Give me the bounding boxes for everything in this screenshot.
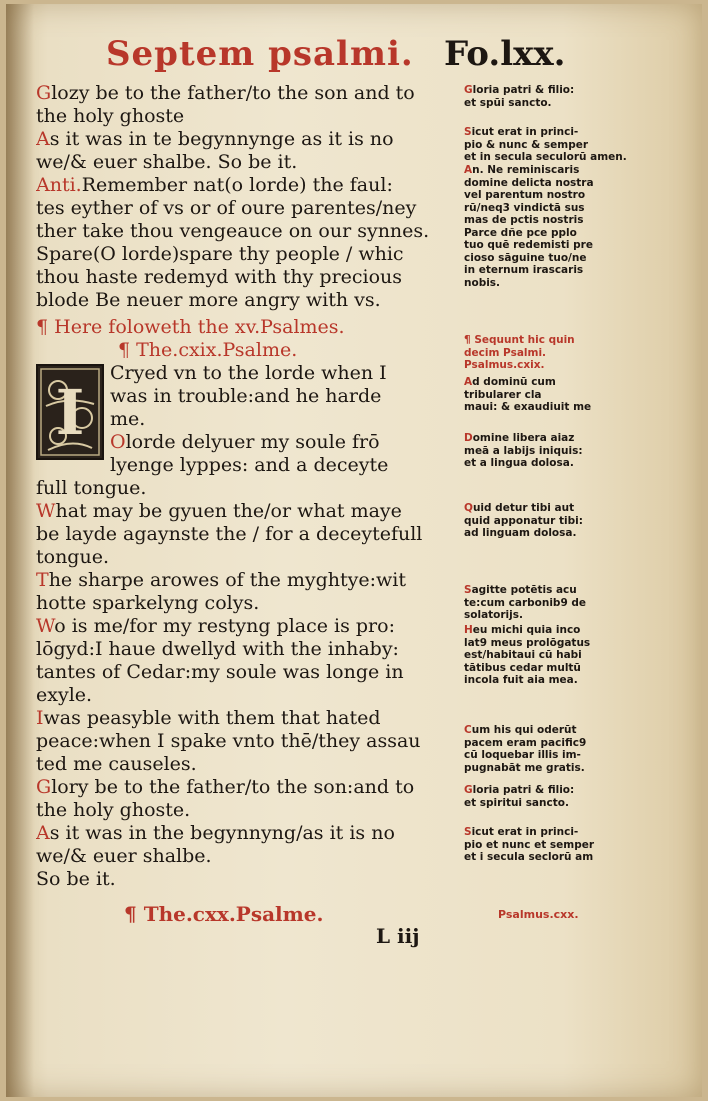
verse-text: lōgyd:I haue dwellyd with the inhaby: bbox=[36, 638, 399, 660]
gloss-line: et i secula seclorū am bbox=[464, 851, 594, 863]
verse-text: Spare(O lorde)spare thy people / whic bbox=[36, 243, 404, 265]
catchword: Psalmus.cxx. bbox=[498, 908, 579, 921]
verse-line bbox=[36, 289, 461, 312]
verse-line: me. bbox=[110, 408, 146, 430]
gutter-shadow bbox=[6, 4, 34, 1097]
gloss-line: in eternum irascaris bbox=[464, 264, 584, 276]
verse-text: he sharpe arowes of the myghtye:wit bbox=[48, 569, 407, 591]
gloss-text: uid detur tibi aut bbox=[472, 502, 575, 514]
verse-text: s it was in the begynnyng/as it is no bbox=[49, 822, 395, 844]
gloss-initial: D bbox=[464, 432, 473, 444]
verse-line bbox=[36, 638, 461, 661]
book-page bbox=[6, 4, 702, 1097]
gloss-text: um his qui oderūt bbox=[471, 724, 577, 736]
verse-line bbox=[110, 454, 461, 477]
gloss-block bbox=[464, 724, 634, 774]
verse-text: the holy ghoste. bbox=[36, 799, 191, 821]
gloss-line: Psalmus.cxix. bbox=[464, 359, 545, 371]
gloss-text: icut erat in princi- bbox=[471, 126, 579, 138]
gloss-line: decim Psalmi. bbox=[464, 346, 547, 359]
verse-initial: I bbox=[36, 707, 44, 729]
verse-line bbox=[36, 845, 461, 868]
gloss-text: agitte potētis acu bbox=[471, 584, 577, 596]
gloss-line: pugnabāt me gratis. bbox=[464, 761, 585, 774]
gloss-block bbox=[464, 376, 634, 414]
gloss-line bbox=[464, 826, 634, 839]
gloss-line: domine delicta nostra bbox=[464, 176, 594, 189]
verse-text: So be it. bbox=[36, 868, 116, 890]
gloss-line: cū loquebar illis im- bbox=[464, 749, 581, 761]
verse-text: was peasyble with them that hated bbox=[43, 707, 381, 729]
verse-text: peace:when I spake vnto thē/they assau bbox=[36, 730, 421, 752]
gloss-line: vel parentum nostro bbox=[464, 189, 586, 201]
gloss-line: pio & nunc & semper bbox=[464, 138, 589, 151]
verse-line bbox=[36, 546, 461, 569]
gloss-line bbox=[464, 624, 634, 637]
verse-text: Remember nat(o lorde) the faul: bbox=[81, 174, 393, 196]
gloss-line: est/habitaui cū habi bbox=[464, 649, 582, 661]
gloss-initial: A bbox=[464, 164, 473, 176]
verse-initial: W bbox=[36, 615, 55, 637]
verse-text: hat may be gyuen the/or what maye bbox=[55, 500, 402, 522]
gloss-line: te:cum carbonib9 de bbox=[464, 596, 587, 609]
gloss-line: ¶ Sequunt hic quin bbox=[464, 334, 575, 346]
verse-text: tes eyther of vs or of oure parentes/ney bbox=[36, 197, 417, 219]
gloss-line: et a lingua dolosa. bbox=[464, 457, 574, 469]
gloss-line: cioso sāguine tuo/ne bbox=[464, 251, 587, 264]
verse-initial: A bbox=[36, 822, 50, 844]
psalm-opening bbox=[36, 362, 461, 477]
gloss-initial: H bbox=[464, 624, 473, 636]
gloss-line bbox=[464, 584, 634, 597]
gloss-text: n. Ne reminiscaris bbox=[472, 164, 580, 176]
gloss-line: mas de pctis nostris bbox=[464, 214, 584, 226]
gloss-line bbox=[464, 84, 634, 97]
verse-line bbox=[36, 523, 461, 546]
verse-line bbox=[36, 799, 461, 822]
gloss-block bbox=[464, 126, 634, 164]
gloss-line: tuo quē redemisti pre bbox=[464, 239, 593, 251]
decorated-initial bbox=[36, 364, 104, 460]
verse-line bbox=[36, 592, 461, 615]
verse-initial: G bbox=[36, 82, 52, 104]
gloss-line: tātibus cedar multū bbox=[464, 661, 581, 674]
verse-text: hotte sparkelyng colys. bbox=[36, 592, 260, 614]
gloss-text: d dominū cum bbox=[472, 376, 556, 388]
verse-line bbox=[36, 661, 461, 684]
verse-line bbox=[36, 197, 461, 220]
verse-text: tantes of Cedar:my soule was longe in bbox=[36, 661, 404, 683]
gloss-block bbox=[464, 624, 634, 687]
gloss-initial: C bbox=[464, 724, 472, 736]
verse-line bbox=[36, 128, 461, 151]
gloss-initial: G bbox=[464, 84, 473, 96]
verse-line bbox=[36, 868, 461, 891]
verse-line bbox=[36, 174, 461, 197]
gloss-text: loria patri & filio: bbox=[472, 84, 575, 96]
gloss-line bbox=[464, 724, 634, 737]
verse-line bbox=[36, 477, 461, 500]
gloss-line bbox=[464, 376, 634, 389]
gloss-block bbox=[464, 584, 634, 622]
intro-verses bbox=[36, 82, 461, 312]
gloss-line bbox=[464, 126, 634, 139]
gloss-block bbox=[464, 502, 634, 540]
gloss-line: et spūi sancto. bbox=[464, 96, 552, 109]
gloss-text: eu michi quia inco bbox=[472, 624, 581, 636]
gloss-block bbox=[464, 784, 634, 809]
verse-text: tongue. bbox=[36, 546, 109, 568]
gloss-line: et spiritui sancto. bbox=[464, 796, 569, 809]
gloss-text: loria patri & filio: bbox=[472, 784, 575, 796]
gloss-initial: S bbox=[464, 126, 472, 138]
main-text-column bbox=[36, 82, 461, 891]
verse-line bbox=[36, 776, 461, 799]
gloss-line: maui: & exaudiuit me bbox=[464, 401, 592, 413]
verse-line bbox=[36, 500, 461, 523]
gloss-text: omine libera aiaz bbox=[472, 432, 575, 444]
verse-text: full tongue. bbox=[36, 477, 147, 499]
gloss-line: et in secula seculorū amen. bbox=[464, 151, 627, 163]
verse-text: lyenge lyppes: and a deceyte bbox=[110, 454, 389, 476]
verse-text: we/& euer shalbe. So be it. bbox=[36, 151, 298, 173]
verse-line bbox=[36, 220, 461, 243]
gloss-line bbox=[464, 164, 634, 177]
verse-initial: W bbox=[36, 500, 56, 522]
verse-text: the holy ghoste bbox=[36, 105, 185, 127]
verse-line bbox=[36, 707, 461, 730]
verse-text: lorde delyuer my soule frō bbox=[125, 431, 380, 453]
gloss-line: tribularer cla bbox=[464, 388, 542, 401]
verse-text: exyle. bbox=[36, 684, 93, 706]
gloss-line: Parce dñe pce pplo bbox=[464, 226, 577, 239]
gloss-line: solatorijs. bbox=[464, 609, 523, 621]
verse-line bbox=[36, 753, 461, 776]
gloss-block bbox=[464, 826, 634, 864]
verse-line bbox=[36, 266, 461, 289]
verse-text: be layde agaynste the / for a deceytefull bbox=[36, 523, 423, 545]
gloss-line: nobis. bbox=[464, 276, 501, 289]
drop-cap-letter: I bbox=[55, 375, 85, 449]
verse-line bbox=[36, 82, 461, 105]
verse-initial: G bbox=[36, 776, 52, 798]
verse-line bbox=[36, 822, 461, 845]
gloss-initial: S bbox=[464, 584, 472, 596]
running-title: Septem psalmi. bbox=[106, 34, 414, 74]
verse-line bbox=[36, 243, 461, 266]
verse-line bbox=[36, 730, 461, 753]
verse-line: Cryed vn to the lorde when I bbox=[110, 362, 387, 384]
section-heading: ¶ Here foloweth the xv.Psalmes. bbox=[36, 316, 345, 338]
verse-text: ther take thou vengeauce on our synnes. bbox=[36, 220, 430, 242]
gloss-initial: A bbox=[464, 376, 473, 388]
verse-initial: Anti. bbox=[36, 174, 82, 196]
verse-text: lory be to the father/to the son:and to bbox=[51, 776, 415, 798]
verse-text: s it was in te begynnynge as it is no bbox=[49, 128, 394, 150]
gloss-line bbox=[464, 432, 634, 445]
gloss-line bbox=[464, 784, 634, 797]
verse-initial: A bbox=[36, 128, 50, 150]
verse-line bbox=[36, 615, 461, 638]
gloss-line bbox=[464, 502, 634, 515]
verse-line bbox=[36, 684, 461, 707]
gloss-block bbox=[464, 334, 634, 372]
gloss-block bbox=[464, 164, 634, 289]
verse-initial: O bbox=[110, 431, 126, 453]
folio-number: Fo.lxx. bbox=[444, 34, 566, 74]
verse-text: we/& euer shalbe. bbox=[36, 845, 212, 867]
signature-mark: L iij bbox=[376, 924, 420, 948]
gloss-line: meā a labijs iniquis: bbox=[464, 444, 583, 457]
verse-line bbox=[36, 151, 461, 174]
verse-text: lozy be to the father/to the son and to bbox=[51, 82, 415, 104]
gloss-line: lat9 meus prolōgatus bbox=[464, 636, 591, 649]
gloss-initial: G bbox=[464, 784, 473, 796]
verse-line bbox=[110, 431, 461, 454]
gloss-line: pio et nunc et semper bbox=[464, 838, 595, 851]
verse-line: was in trouble:and he harde bbox=[110, 385, 382, 407]
gloss-text: icut erat in princi- bbox=[471, 826, 579, 838]
gloss-line: incola fuit aia mea. bbox=[464, 674, 578, 686]
next-psalm-heading: ¶ The.cxx.Psalme. bbox=[124, 902, 324, 926]
gloss-line: pacem eram pacific9 bbox=[464, 736, 587, 749]
gloss-initial: S bbox=[464, 826, 472, 838]
gloss-line: quid apponatur tibi: bbox=[464, 514, 583, 527]
verse-text: ted me causeles. bbox=[36, 753, 197, 775]
gloss-block bbox=[464, 84, 634, 109]
verse-text: o is me/for my restyng place is pro: bbox=[54, 615, 395, 637]
gloss-block bbox=[464, 432, 634, 470]
psalm-body bbox=[36, 477, 461, 891]
gloss-line: rū/neq3 vindictā sus bbox=[464, 201, 585, 214]
psalm-heading: ¶ The.cxix.Psalme. bbox=[118, 339, 298, 361]
verse-text: blode Be neuer more angry with vs. bbox=[36, 289, 381, 311]
verse-text: thou haste redemyd with thy precious bbox=[36, 266, 403, 288]
verse-initial: T bbox=[36, 569, 49, 591]
verse-line bbox=[36, 105, 461, 128]
verse-line bbox=[36, 569, 461, 592]
gloss-initial: Q bbox=[464, 502, 473, 514]
gloss-line: ad linguam dolosa. bbox=[464, 527, 577, 539]
